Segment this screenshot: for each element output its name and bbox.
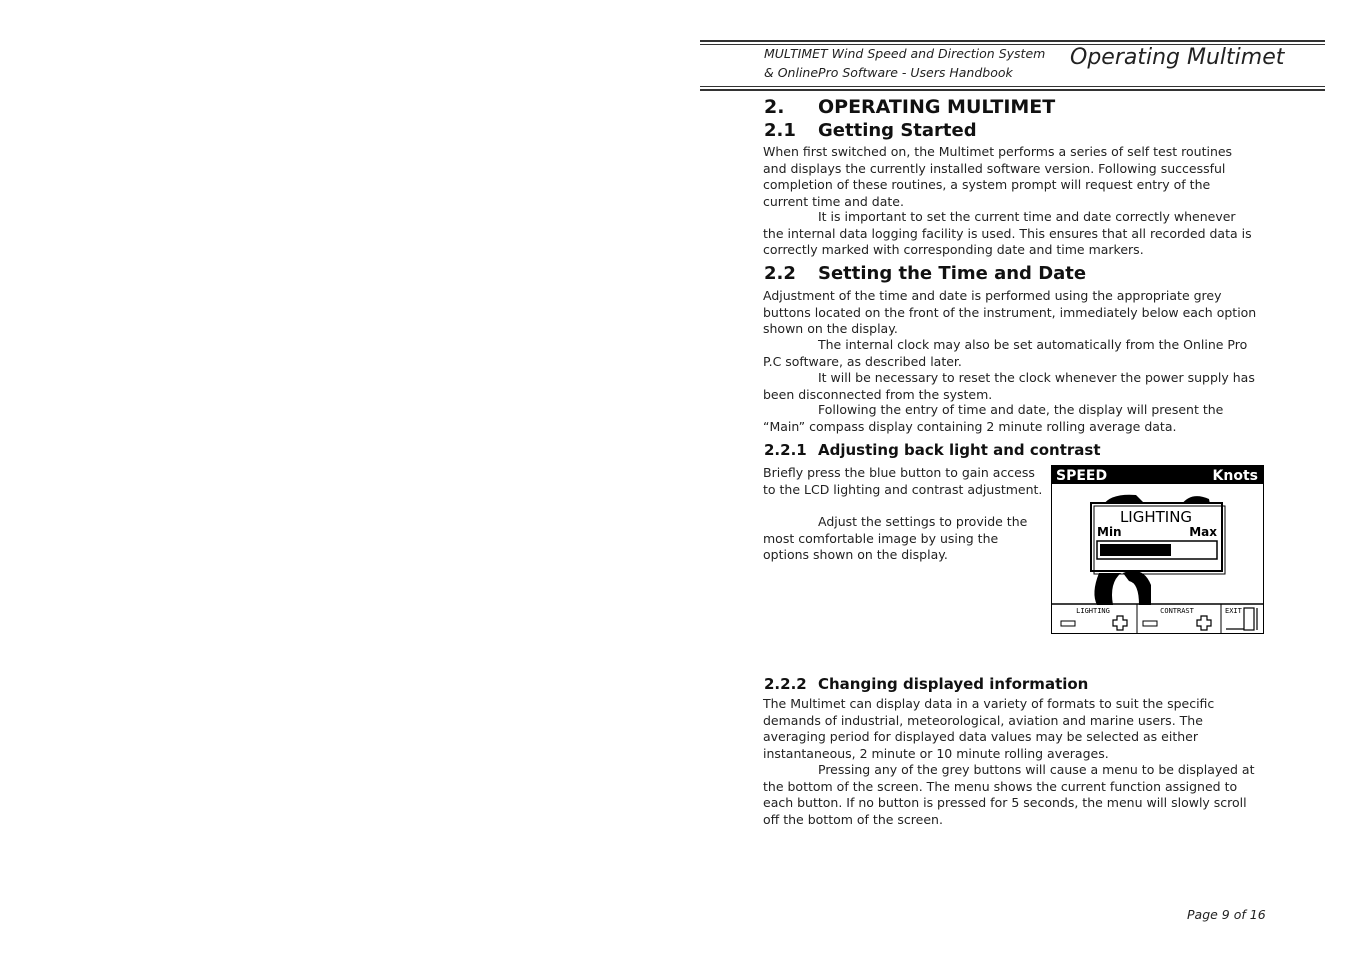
minus-icon	[1143, 621, 1157, 626]
paragraph: The Multimet can display data in a variety of formats to suit the specific demands of industrial, meteorological, aviation and marine users. The averaging period for displayed data values may be selected as either instantaneous, 2 minute or 10 minute rolling averages.	[763, 696, 1215, 761]
section-title: Setting the Time and Date	[818, 263, 1087, 284]
section-number: 2.	[764, 96, 785, 118]
section-title: OPERATING MULTIMET	[818, 96, 1056, 118]
section-title: Adjusting back light and contrast	[818, 441, 1101, 459]
paragraph: When first switched on, the Multimet performs a series of self test routines and displays the currently installed software version. Following successful completion of these routines, a system prompt will request entry of the current time and date.	[763, 144, 1233, 209]
section-number: 2.2.1	[764, 441, 807, 459]
exit-door-icon	[1244, 608, 1254, 630]
menu-contrast-label: CONTRAST	[1160, 607, 1194, 615]
menu-lighting-label: LIGHTING	[1076, 607, 1110, 615]
paragraph: Adjust the settings to provide the most comfortable image by using the options shown on the display.	[763, 514, 1028, 562]
section-heading-2	[764, 96, 1055, 118]
dialog-max-label: Max	[1189, 525, 1217, 539]
lcd-speed-label: SPEED	[1056, 468, 1108, 484]
header-bottom-rule	[700, 86, 1325, 87]
section-number: 2.2	[764, 263, 796, 284]
paragraph: Adjustment of the time and date is performed using the appropriate grey buttons located on the front of the instrument, immediately below each option shown on the display.	[763, 288, 1257, 336]
paragraph: Briefly press the blue button to gain access to the LCD lighting and contrast adjustment.	[763, 465, 1043, 497]
lcd-unit-label: Knots	[1212, 468, 1258, 484]
minus-icon	[1061, 621, 1075, 626]
paragraph: The internal clock may also be set automatically from the Online Pro P.C software, as described later.	[763, 337, 1248, 369]
header-section-title: Operating Multimet	[1070, 45, 1285, 70]
section-heading-2-2-2	[764, 675, 1088, 693]
dialog-min-label: Min	[1097, 525, 1122, 539]
paragraph: Pressing any of the grey buttons will cause a menu to be displayed at the bottom of the screen. The menu shows the current function assigned to each button. If no button is pressed for 5 seconds, the menu will slowly scroll off the bottom of the screen.	[763, 762, 1255, 827]
header-subtitle-line2: & OnlinePro Software - Users Handbook	[764, 65, 1013, 80]
lighting-level-fill	[1100, 544, 1171, 556]
section-title: Getting Started	[818, 120, 977, 141]
section-number: 2.1	[764, 120, 796, 141]
paragraph: Following the entry of time and date, the display will present the “Main” compass display containing 2 minute rolling average data.	[763, 402, 1224, 434]
header-top-rule	[700, 40, 1325, 42]
lcd-lighting-screen	[1051, 465, 1264, 634]
section-heading-2-2-1	[764, 441, 1101, 459]
section-title: Changing displayed information	[818, 675, 1089, 693]
section-number: 2.2.2	[764, 675, 807, 693]
menu-exit-label: EXIT	[1225, 607, 1242, 615]
dialog-title: LIGHTING	[1119, 508, 1193, 526]
header-bottom-rule-thick	[700, 89, 1325, 91]
section-heading-2-2	[764, 263, 1086, 284]
header-subtitle-line1: MULTIMET Wind Speed and Direction System	[764, 46, 1046, 61]
paragraph: It is important to set the current time and date correctly whenever the internal data logging facility is used. This ensures that all recorded data is correctly marked with corresponding date and time markers.	[763, 209, 1252, 257]
paragraph: It will be necessary to reset the clock whenever the power supply has been disconnected from the system.	[763, 370, 1255, 402]
section-heading-2-1	[764, 120, 977, 141]
page-number: Page 9 of 16	[1187, 907, 1266, 922]
